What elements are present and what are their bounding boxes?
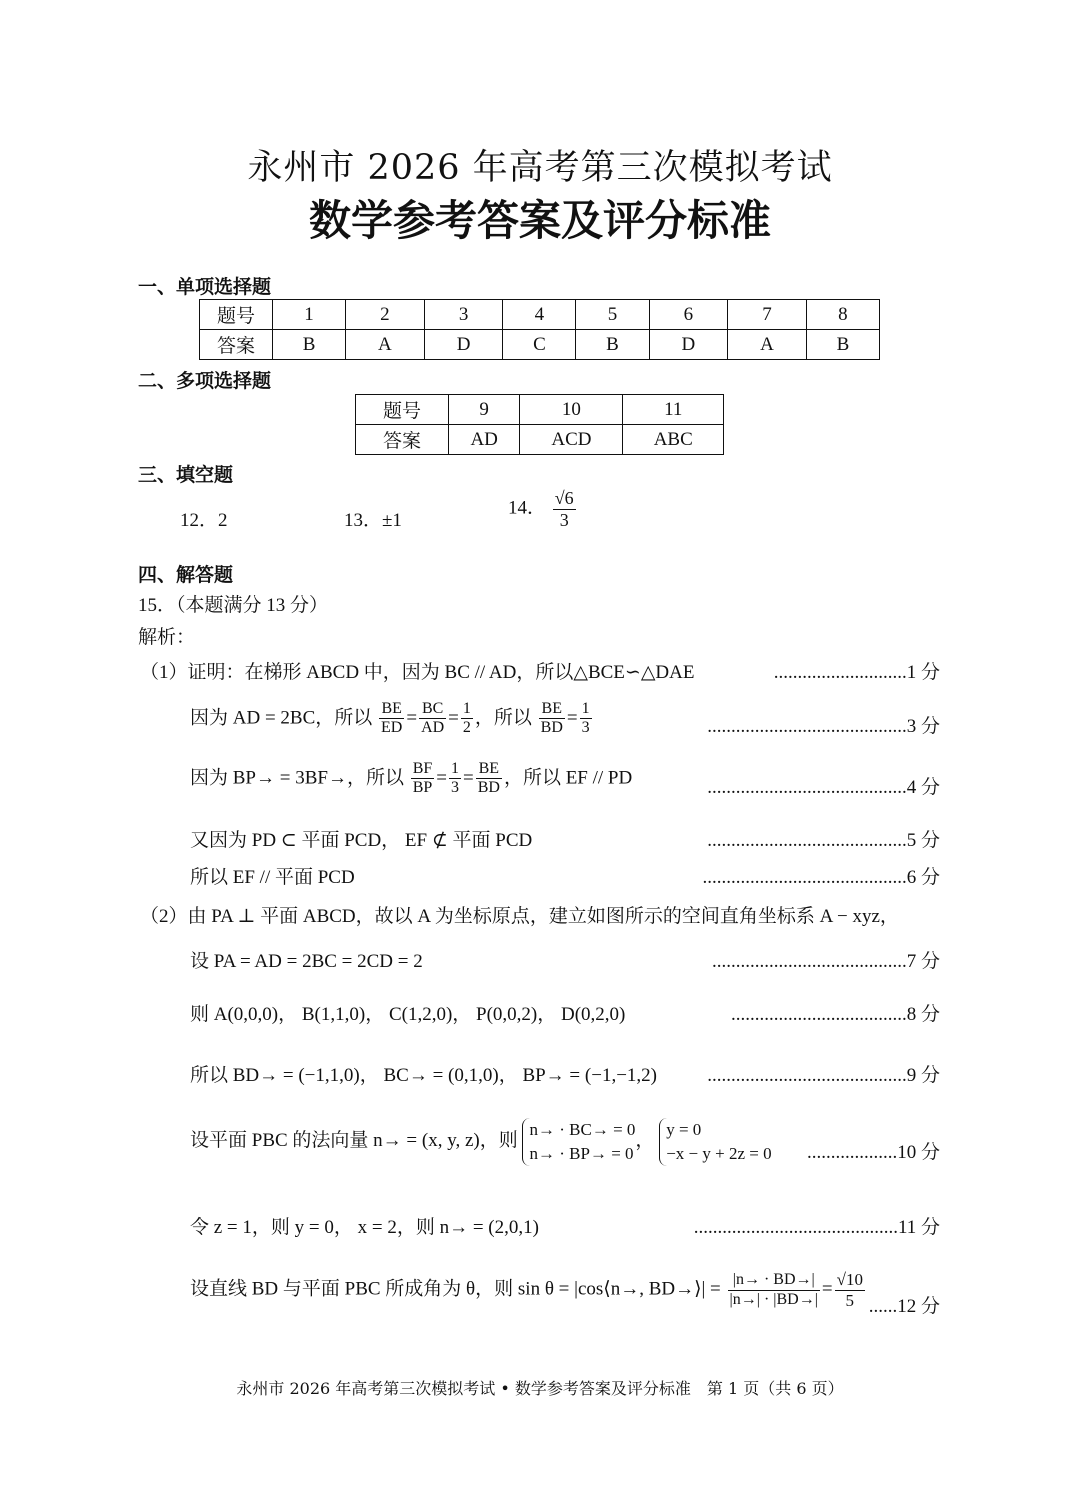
numerator: 1 bbox=[580, 700, 592, 719]
fraction bbox=[580, 700, 592, 738]
numerator: BE bbox=[379, 700, 404, 719]
table-cell: ACD bbox=[520, 425, 623, 455]
line-text: ，所以 EF // PD bbox=[503, 767, 633, 789]
table-cell: 8 bbox=[806, 300, 879, 330]
solution-line: 所以 EF // 平面 PCD bbox=[190, 867, 355, 888]
denominator: BD bbox=[540, 719, 563, 737]
solution-line: 又因为 PD ⊂ 平面 PCD， EF ⊄ 平面 PCD bbox=[190, 830, 533, 851]
numerator: BC bbox=[419, 700, 446, 719]
table-row bbox=[356, 425, 724, 455]
fraction bbox=[379, 700, 404, 738]
equation-system bbox=[522, 1118, 635, 1166]
solution-line: 令 z = 1，则 y = 0， x = 2，则 n→ = (2,0,1) bbox=[190, 1217, 539, 1238]
score-mark: ..........................................3 分 bbox=[707, 716, 940, 737]
line-text: ，所以 bbox=[474, 707, 532, 729]
table-cell: B bbox=[576, 330, 649, 360]
section4-heading: 四、解答题 bbox=[138, 564, 234, 586]
equation: n→ · BC→ = 0 bbox=[529, 1120, 636, 1139]
numerator: |n→ · BD→| bbox=[728, 1271, 820, 1290]
denominator: AD bbox=[421, 719, 445, 737]
table-cell: C bbox=[503, 330, 576, 360]
table-cell: 2 bbox=[346, 300, 425, 330]
score-mark: ..........................................9 分 bbox=[707, 1065, 940, 1086]
denominator: 5 bbox=[845, 1290, 855, 1310]
table-cell: 6 bbox=[649, 300, 728, 330]
table-cell: 1 bbox=[273, 300, 346, 330]
table-cell: 3 bbox=[424, 300, 503, 330]
fraction bbox=[419, 700, 446, 738]
table-row bbox=[356, 395, 724, 425]
table-cell: 7 bbox=[728, 300, 807, 330]
table-cell: A bbox=[346, 330, 425, 360]
denominator: BD bbox=[477, 779, 500, 797]
equation: −x − y + 2z = 0 bbox=[666, 1143, 772, 1163]
solution-line: 设直线 BD 与平面 PBC 所成角为 θ，则 sin θ = |cos⟨n→, BD→⟩| = $\frac{|n\to \cdot BD\to|}{|n\to| \cdot |BD\to|}$ = $\frac{√10}{5}$ bbox=[190, 1270, 863, 1310]
row-label: 答案 bbox=[356, 425, 449, 455]
score-mark: .........................................7 分 bbox=[711, 951, 940, 972]
table-cell: ABC bbox=[623, 425, 724, 455]
score-mark: ...........................................11 分 bbox=[693, 1217, 940, 1238]
section3-heading: 三、填空题 bbox=[138, 464, 234, 486]
section2-heading: 二、多项选择题 bbox=[138, 370, 272, 392]
table-cell: D bbox=[424, 330, 503, 360]
score-mark: ..........................................4 分 bbox=[707, 777, 940, 798]
fraction bbox=[411, 760, 435, 798]
solution-line: （2）由 PA ⊥ 平面 ABCD，故以 A 为坐标原点，建立如图所示的空间直角坐标系 A − xyz， bbox=[140, 906, 899, 927]
table-row bbox=[200, 330, 880, 360]
document-title: 数学参考答案及评分标准 bbox=[308, 196, 771, 245]
answer-14 bbox=[508, 488, 578, 530]
multi-choice-table bbox=[355, 394, 724, 455]
solution-line: 因为 BP→ = 3BF→，所以 $\frac{BF}{BP}$ = $\frac{1}{3}$ = $\frac{BE}{BD}$ ，所以 EF // PD bbox=[190, 760, 633, 797]
denominator: BP bbox=[412, 779, 433, 797]
numerator: BE bbox=[539, 700, 565, 719]
denominator: 2 bbox=[462, 719, 471, 737]
row-label: 题号 bbox=[356, 395, 449, 425]
fraction bbox=[835, 1270, 865, 1310]
denominator: 3 bbox=[559, 509, 569, 530]
table-cell: 5 bbox=[576, 300, 649, 330]
answer-13: 13．±1 bbox=[344, 510, 402, 531]
score-mark: ......12 分 bbox=[868, 1296, 940, 1317]
table-cell: D bbox=[649, 330, 728, 360]
solution-line: （1）证明：在梯形 ABCD 中，因为 BC // AD，所以△BCE∽△DAE bbox=[140, 662, 695, 683]
table-cell: B bbox=[806, 330, 879, 360]
exam-title: 永州市 2026 年高考第三次模拟考试 bbox=[247, 148, 833, 188]
solution-line: 因为 AD = 2BC，所以 $\frac{BE}{ED}$ = $\frac{BC}{AD}$ = $\frac{1}{2}$ ，所以 $\frac{BE}{BD}$ = $\frac{1}{3}$ bbox=[190, 700, 590, 737]
table-cell: 10 bbox=[520, 395, 623, 425]
line-text: 因为 AD = 2BC，所以 bbox=[190, 707, 373, 729]
table-cell: B bbox=[273, 330, 346, 360]
analysis-label: 解析： bbox=[138, 627, 196, 648]
solution-line: 所以 BD→ = (−1,1,0)， BC→ = (0,1,0)， BP→ = (−1,−1,2) bbox=[190, 1065, 657, 1086]
denominator: ED bbox=[381, 719, 403, 737]
fraction bbox=[461, 700, 473, 738]
numerator: 1 bbox=[449, 760, 461, 779]
fraction bbox=[476, 760, 502, 798]
table-cell: 9 bbox=[449, 395, 520, 425]
numerator: BE bbox=[476, 760, 502, 779]
equation-system bbox=[659, 1118, 771, 1166]
line-text: 设平面 PBC 的法向量 n→ = (x, y, z)，则 bbox=[190, 1130, 518, 1152]
page-footer: 永州市 2026 年高考第三次模拟考试 • 数学参考答案及评分标准 第 1 页（共 6 页） bbox=[236, 1379, 844, 1398]
row-label: 答案 bbox=[200, 330, 273, 360]
denominator: 3 bbox=[581, 719, 590, 737]
fraction bbox=[553, 488, 576, 530]
numerator: √6 bbox=[554, 488, 574, 508]
denominator: 3 bbox=[451, 779, 459, 797]
answer-14-label: 14． bbox=[508, 497, 547, 519]
solution-line: 则 A(0,0,0)， B(1,1,0)， C(1,2,0)， P(0,0,2)， D(0,2,0) bbox=[190, 1004, 626, 1025]
section1-heading: 一、单项选择题 bbox=[138, 276, 272, 298]
table-row bbox=[200, 300, 880, 330]
score-mark: ...........................................6 分 bbox=[702, 867, 940, 888]
answer-12: 12．2 bbox=[180, 510, 228, 531]
score-mark: ..........................................5 分 bbox=[707, 830, 940, 851]
score-mark: ...................10 分 bbox=[806, 1142, 940, 1163]
table-cell: 11 bbox=[623, 395, 724, 425]
fraction bbox=[449, 760, 461, 798]
line-text: 设直线 BD 与平面 PBC 所成角为 θ，则 sin θ = |cos⟨n→, BD→⟩| = bbox=[190, 1278, 721, 1300]
numerator: √10 bbox=[836, 1270, 863, 1289]
table-cell: A bbox=[728, 330, 807, 360]
denominator: |n→| · |BD→| bbox=[729, 1290, 818, 1308]
table-cell: 4 bbox=[503, 300, 576, 330]
numerator: 1 bbox=[461, 700, 473, 719]
table-cell: AD bbox=[449, 425, 520, 455]
fraction bbox=[539, 700, 565, 738]
question-15-title: 15．（本题满分 13 分） bbox=[138, 595, 329, 616]
solution-line: 设 PA = AD = 2BC = 2CD = 2 bbox=[190, 951, 423, 972]
equation: n→ · BP→ = 0 bbox=[529, 1143, 634, 1163]
single-choice-table bbox=[199, 299, 880, 360]
score-mark: .....................................8 分 bbox=[730, 1004, 940, 1025]
score-mark: ............................1 分 bbox=[773, 662, 940, 683]
solution-line: 设平面 PBC 的法向量 n→ = (x, y, z)，则 n→ · BC→ = 0 n→ · BP→ = 0 ， y = 0 −x − y + 2z = 0 bbox=[190, 1118, 772, 1166]
line-text: 因为 BP→ = 3BF→，所以 bbox=[190, 767, 404, 789]
row-label: 题号 bbox=[200, 300, 273, 330]
numerator: BF bbox=[411, 760, 435, 779]
equation: y = 0 bbox=[666, 1120, 702, 1139]
fraction bbox=[728, 1271, 820, 1309]
